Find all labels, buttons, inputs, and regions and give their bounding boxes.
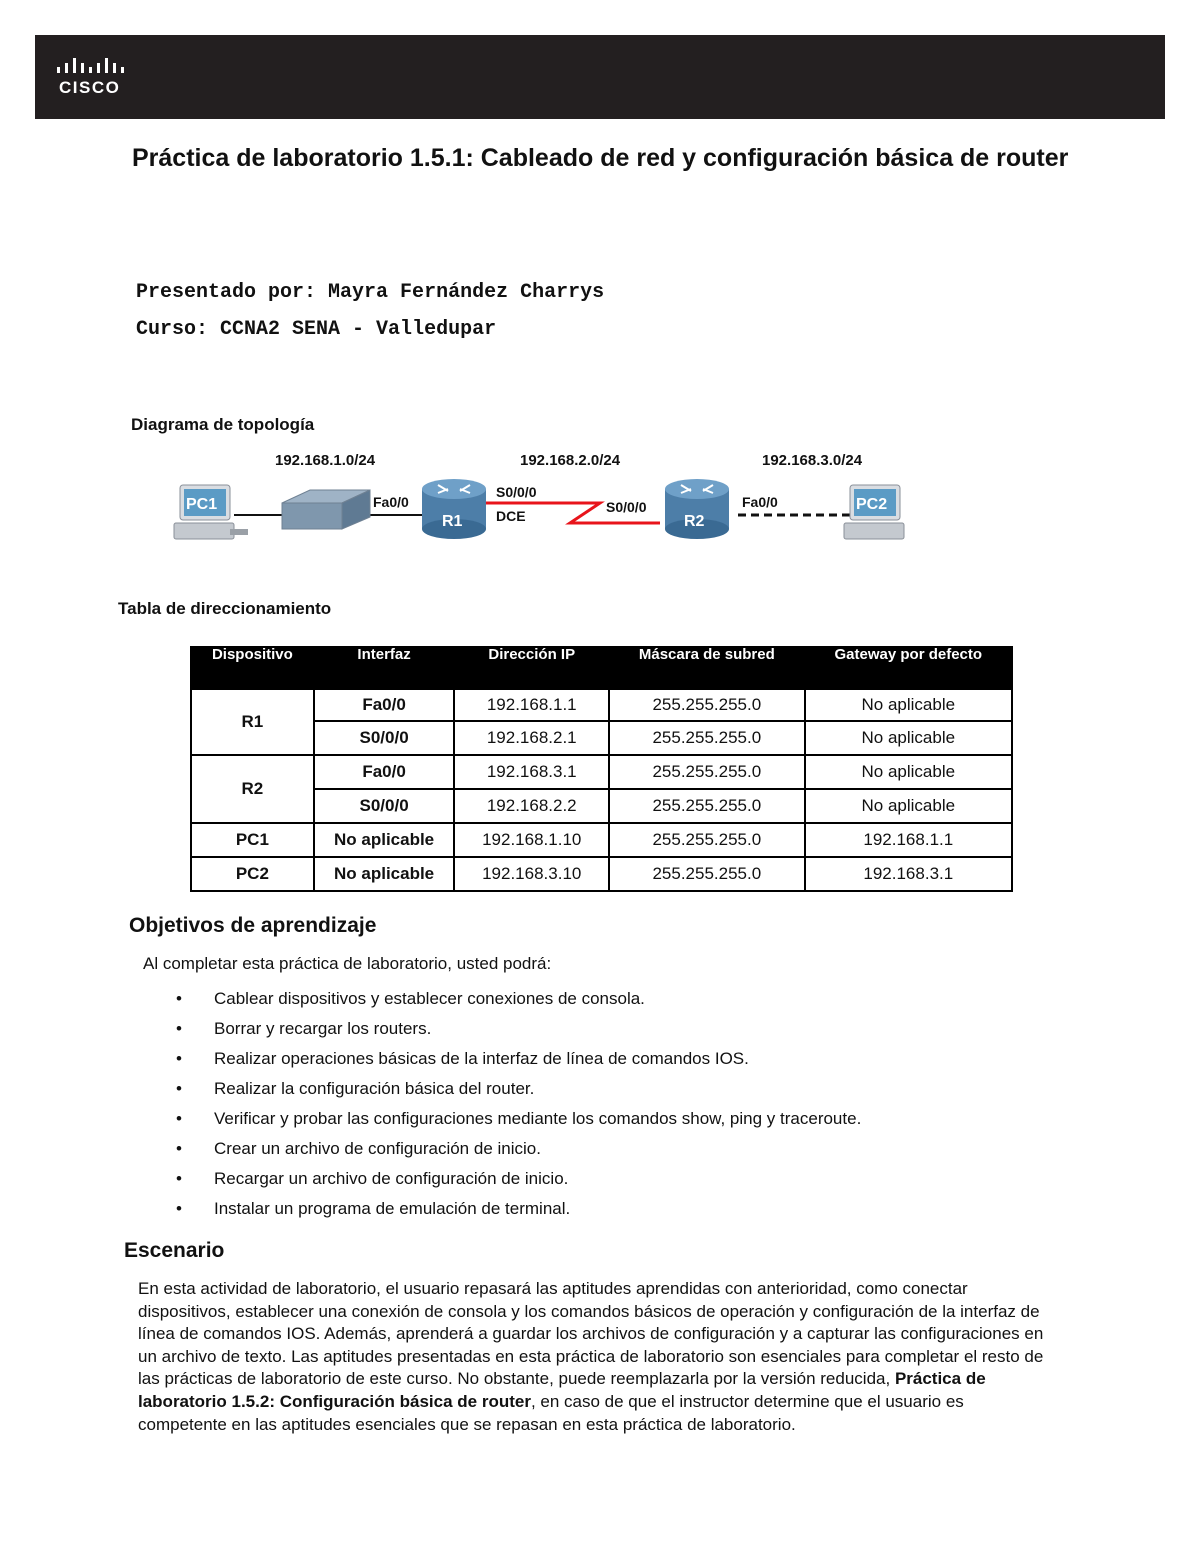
network-label-1: 192.168.1.0/24 bbox=[275, 452, 376, 469]
device-cell: PC1 bbox=[191, 823, 314, 857]
router-r1-label: R1 bbox=[442, 513, 463, 530]
list-item: • Crear un archivo de configuración de inicio. bbox=[176, 1138, 1076, 1168]
router-r2-label: R2 bbox=[684, 513, 705, 530]
interface-cell: Fa0/0 bbox=[314, 687, 455, 721]
scenario-text-2: , en caso de que el instructor determine que el usuario es competente en las aptitudes esenciales que se repasan en esta práctica de laboratorio. bbox=[138, 1391, 964, 1434]
interface-cell: S0/0/0 bbox=[314, 721, 455, 755]
pc2-label: PC2 bbox=[856, 496, 888, 513]
objectives-intro: Al completar esta práctica de laboratorio, usted podrá: bbox=[143, 954, 552, 973]
interface-cell: No aplicable bbox=[314, 823, 455, 857]
ip-cell: 192.168.1.10 bbox=[454, 823, 609, 857]
address-table-heading: Tabla de direccionamiento bbox=[118, 599, 332, 618]
scenario-paragraph bbox=[138, 1278, 1053, 1436]
objectives-heading: Objetivos de aprendizaje bbox=[129, 914, 377, 937]
topology-heading: Diagrama de topología bbox=[131, 415, 315, 434]
mask-cell: 255.255.255.0 bbox=[609, 823, 805, 857]
column-header: Gateway por defecto bbox=[805, 647, 1012, 687]
mask-cell: 255.255.255.0 bbox=[609, 721, 805, 755]
list-item: • Realizar operaciones básicas de la interfaz de línea de comandos IOS. bbox=[176, 1048, 1076, 1078]
list-item: • Instalar un programa de emulación de terminal. bbox=[176, 1198, 1076, 1228]
gateway-cell: No aplicable bbox=[805, 721, 1012, 755]
mask-cell: 255.255.255.0 bbox=[609, 755, 805, 789]
course-line bbox=[136, 318, 496, 341]
mask-cell: 255.255.255.0 bbox=[609, 857, 805, 891]
r1-fa-port: Fa0/0 bbox=[373, 494, 409, 510]
device-cell: R2 bbox=[191, 755, 314, 823]
router-r1-icon bbox=[422, 479, 486, 539]
gateway-cell: No aplicable bbox=[805, 687, 1012, 721]
ip-cell: 192.168.1.1 bbox=[454, 687, 609, 721]
column-header: Interfaz bbox=[314, 647, 455, 687]
objectives-list bbox=[176, 988, 1076, 1228]
ip-cell: 192.168.2.1 bbox=[454, 721, 609, 755]
page-title: Práctica de laboratorio 1.5.1: Cableado de red y configuración básica de router bbox=[132, 144, 1069, 172]
list-item: • Realizar la configuración básica del router. bbox=[176, 1078, 1076, 1108]
ip-cell: 192.168.3.10 bbox=[454, 857, 609, 891]
scenario-text-1: En esta actividad de laboratorio, el usuario repasará las aptitudes aprendidas con anterioridad, como conectar dispositivos, establecer una conexión de consola y los comandos básicos de operación y configuración de la interfaz de línea de comandos IOS. Además, aprenderá a guardar los archivos de configuración y a capturar las configuraciones en un archivo de texto. Las aptitudes presentadas en esta práctica de laboratorio son esenciales para completar el resto de las prácticas de laboratorio de este curso. No obstante, puede reemplazarla por la versión reducida, bbox=[138, 1279, 1044, 1389]
gateway-cell: 192.168.1.1 bbox=[805, 823, 1012, 857]
header-bar bbox=[35, 35, 1165, 119]
presenter-line bbox=[136, 281, 604, 304]
table-row bbox=[191, 755, 1012, 789]
column-header: Dirección IP bbox=[454, 647, 609, 687]
gateway-cell: 192.168.3.1 bbox=[805, 857, 1012, 891]
table-row bbox=[191, 721, 1012, 755]
list-item: • Verificar y probar las configuraciones mediante los comandos show, ping y traceroute. bbox=[176, 1108, 1076, 1138]
r1-dce-label: DCE bbox=[496, 508, 526, 524]
topology-diagram bbox=[160, 445, 940, 555]
cisco-bars-icon bbox=[55, 58, 135, 78]
course-label: Curso: bbox=[136, 318, 209, 341]
column-header: Máscara de subred bbox=[609, 647, 805, 687]
device-cell: PC2 bbox=[191, 857, 314, 891]
network-label-2: 192.168.2.0/24 bbox=[520, 452, 621, 469]
cisco-wordmark: CISCO bbox=[59, 78, 121, 97]
table-row bbox=[191, 857, 1012, 891]
gateway-cell: No aplicable bbox=[805, 789, 1012, 823]
list-item: • Recargar un archivo de configuración de inicio. bbox=[176, 1168, 1076, 1198]
scenario-heading: Escenario bbox=[124, 1239, 225, 1262]
ip-cell: 192.168.3.1 bbox=[454, 755, 609, 789]
switch-icon bbox=[282, 490, 370, 529]
mask-cell: 255.255.255.0 bbox=[609, 789, 805, 823]
table-row bbox=[191, 687, 1012, 721]
interface-cell: S0/0/0 bbox=[314, 789, 455, 823]
pc1-label: PC1 bbox=[186, 496, 218, 513]
cisco-logo bbox=[55, 58, 145, 102]
gateway-cell: No aplicable bbox=[805, 755, 1012, 789]
ip-cell: 192.168.2.2 bbox=[454, 789, 609, 823]
presenter-value: Mayra Fernández Charrys bbox=[328, 281, 605, 304]
list-item: • Cablear dispositivos y establecer conexiones de consola. bbox=[176, 988, 1076, 1018]
r2-fa-port: Fa0/0 bbox=[742, 494, 778, 510]
presenter-label: Presentado por: bbox=[136, 281, 317, 304]
mask-cell: 255.255.255.0 bbox=[609, 687, 805, 721]
interface-cell: Fa0/0 bbox=[314, 755, 455, 789]
table-header-row bbox=[191, 647, 1012, 687]
table-row bbox=[191, 823, 1012, 857]
table-row bbox=[191, 789, 1012, 823]
network-label-3: 192.168.3.0/24 bbox=[762, 452, 863, 469]
list-item: • Borrar y recargar los routers. bbox=[176, 1018, 1076, 1048]
r1-serial-port: S0/0/0 bbox=[496, 484, 537, 500]
course-value: CCNA2 SENA - Valledupar bbox=[220, 318, 497, 341]
interface-cell: No aplicable bbox=[314, 857, 455, 891]
address-table bbox=[190, 646, 1013, 892]
column-header: Dispositivo bbox=[191, 647, 314, 687]
router-r2-icon bbox=[665, 479, 729, 539]
device-cell: R1 bbox=[191, 687, 314, 755]
r2-serial-port: S0/0/0 bbox=[606, 499, 647, 515]
scenario-lab-reference: Práctica de laboratorio 1.5.2: Configuración básica de router bbox=[138, 1369, 986, 1411]
